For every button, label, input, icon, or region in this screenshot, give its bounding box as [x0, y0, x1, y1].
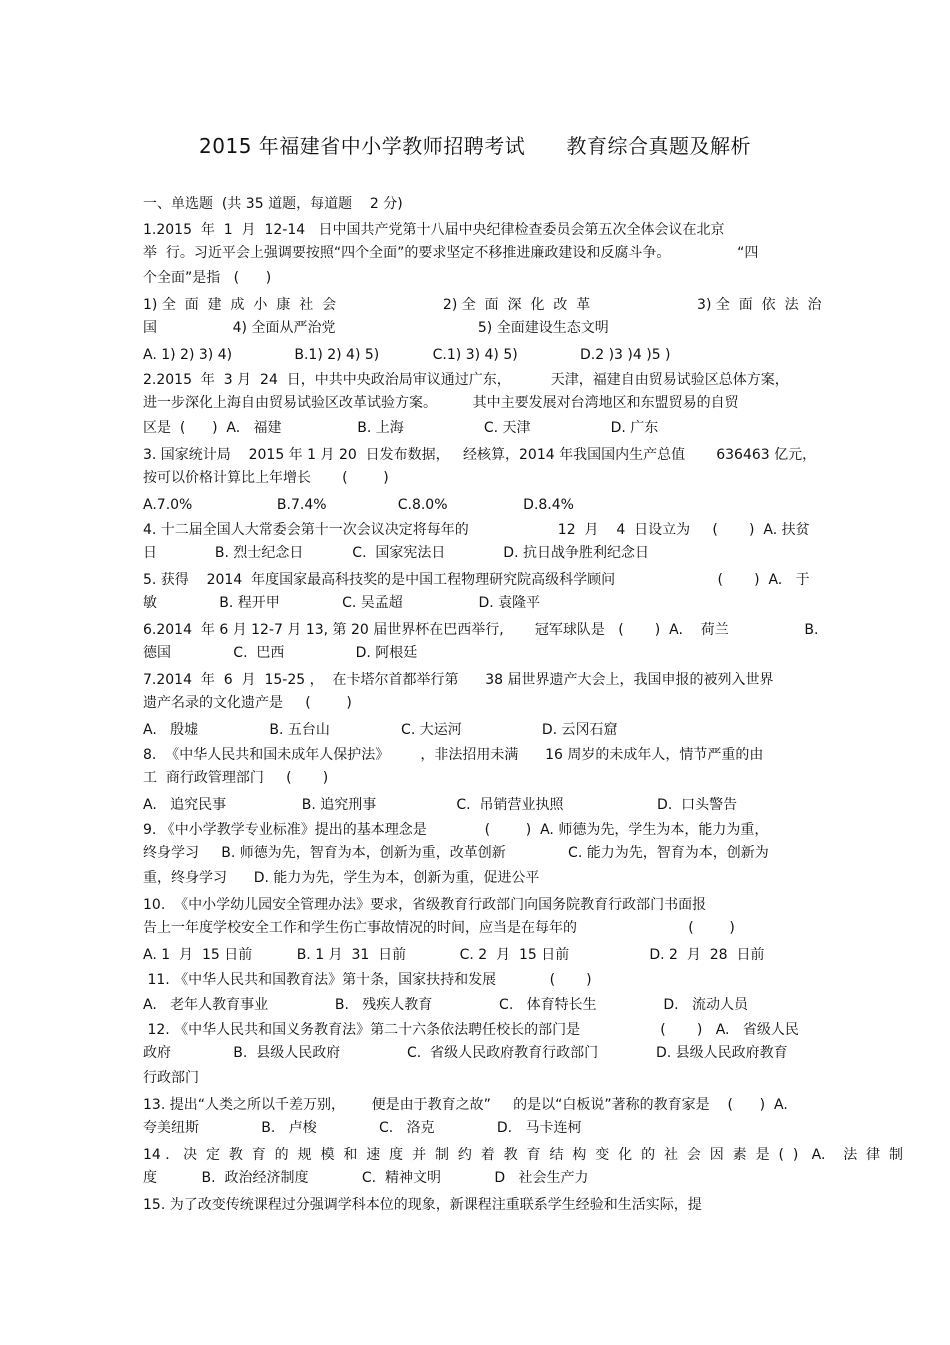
- q10-choices: A. 1 月 15 日前 B. 1 月 31 日前 C. 2 月 15 日前 D. 2 月 28 日前: [143, 947, 765, 963]
- q12-line-3: 行政部门: [143, 1070, 199, 1086]
- q3-line-1: 3. 国家统计局 2015 年 1 月 20 日发布数据， 经核算，2014 年我国国内生产总值 636463 亿元，: [143, 447, 817, 463]
- q4-line-2: 日 B. 烈士纪念日 C. 国家宪法日 D. 抗日战争胜利纪念日: [143, 545, 649, 561]
- q12-line-1: 12. 《中华人民共和国义务教育法》第二十六条依法聘任校长的部门是 ( ) A. 省级人民: [143, 1022, 799, 1038]
- q8-choices: A. 追究民事 B. 追究刑事 C. 吊销营业执照 D. 口头警告: [143, 797, 738, 813]
- q10-line-2: 告上一年度学校安全工作和学生伤亡事故情况的时间，应当是在每年的 ( ): [143, 920, 735, 936]
- page-title: 2015 年福建省中小学教师招聘考试 教育综合真题及解析: [199, 134, 751, 158]
- q13-line-2: 夸美纽斯 B. 卢梭 C. 洛克 D. 马卡连柯: [143, 1120, 582, 1136]
- q5-line-1: 5. 获得 2014 年度国家最高科技奖的是中国工程物理研究院高级科学顾问 ( ) A. 于: [143, 572, 810, 588]
- q1-line-2: 举 行。习近平会上强调要按照“四个全面”的要求坚定不移推进廉政建设和反腐斗争。 “四: [143, 245, 759, 261]
- q15-line-1: 15. 为了改变传统课程过分强调学科本位的现象，新课程注重联系学生经验和生活实际，提: [143, 1197, 702, 1213]
- q9-line-2: 终身学习 B. 师德为先，智育为本，创新为重，改革创新 C. 能力为先，智育为本，创新为: [143, 845, 769, 861]
- q4-line-1: 4. 十二届全国人大常委会第十一次会议决定将每年的 12 月 4 日设立为 ( ) A. 扶贫: [143, 522, 810, 538]
- q1-choices: A. 1) 2) 3) 4) B.1) 2) 4) 5) C.1) 3) 4) 5) D.2 )3 )4 )5 ): [143, 347, 671, 363]
- q1-line-1: 1.2015 年 1 月 12-14 日中国共产党第十八届中央纪律检查委员会第五次全体会议在北京: [143, 222, 725, 238]
- q9-line-3: 重，终身学习 D. 能力为先，学生为本，创新为重，促进公平: [143, 870, 540, 886]
- q5-line-2: 敏 B. 程开甲 C. 吴孟超 D. 袁隆平: [143, 595, 541, 611]
- section-heading: 一、单选题 (共 35 道题，每道题 2 分): [143, 196, 403, 212]
- q11-line-1: 11. 《中华人民共和国教育法》第十条，国家扶持和发展 ( ): [143, 972, 592, 988]
- q7-choices: A. 殷墟 B. 五台山 C. 大运河 D. 云冈石窟: [143, 722, 618, 738]
- q8-line-2: 工 商行政管理部门 ( ): [143, 770, 329, 786]
- q14-line-2: 度 B. 政治经济制度 C. 精神文明 D 社会生产力: [143, 1170, 589, 1186]
- q2-line-1: 2.2015 年 3 月 24 日，中共中央政治局审议通过广东， 天津，福建自由贸易试验区总体方案，: [143, 372, 789, 388]
- q1-line-3: 个全面”是指 ( ): [143, 270, 272, 286]
- q8-line-1: 8. 《中华人民共和国未成年人保护法》 ，非法招用未满 16 周岁的未成年人，情节严重的由: [143, 747, 764, 763]
- q11-choices: A. 老年人教育事业 B. 残疾人教育 C. 体育特长生 D. 流动人员: [143, 997, 748, 1013]
- q14-line-1: 14 . 决 定 教 育 的 规 模 和 速 度 并 制 约 着 教 育 结 构 变 化 的 社 会 因 素 是 ( ) A. 法 律 制: [143, 1147, 904, 1163]
- q3-choices: A.7.0% B.7.4% C.8.0% D.8.4%: [143, 497, 574, 513]
- q9-line-1: 9. 《中小学教学专业标准》提出的基本理念是 ( ) A. 师德为先，学生为本，能力为重，: [143, 822, 769, 838]
- q1-options-line-2: 国 4) 全面从严治党 5) 全面建设生态文明: [143, 320, 609, 336]
- q2-line-3: 区是 ( ) A. 福建 B. 上海 C. 天津 D. 广东: [143, 420, 659, 436]
- q7-line-1: 7.2014 年 6 月 15-25 ， 在卡塔尔首都举行第 38 届世界遗产大会上，我国申报的被列入世界: [143, 672, 774, 688]
- q12-line-2: 政府 B. 县级人民政府 C. 省级人民政府教育行政部门 D. 县级人民政府教育: [143, 1045, 788, 1061]
- q6-line-2: 德国 C. 巴西 D. 阿根廷: [143, 645, 418, 661]
- q13-line-1: 13. 提出“人类之所以千差万别， 便是由于教育之故” 的是以“白板说”著称的教育家是 ( ) A.: [143, 1097, 788, 1113]
- q7-line-2: 遗产名录的文化遗产是 ( ): [143, 695, 352, 711]
- q3-line-2: 按可以价格计算比上年增长 ( ): [143, 470, 389, 486]
- q6-line-1: 6.2014 年 6 月 12-7 月 13, 第 20 届世界杯在巴西举行, 冠军球队是 ( ) A. 荷兰 B.: [143, 622, 819, 638]
- q1-options-line-1: 1) 全 面 建 成 小 康 社 会 2) 全 面 深 化 改 革 3) 全 面 依 法 治: [143, 297, 822, 313]
- q10-line-1: 10. 《中小学幼儿园安全管理办法》要求，省级教育行政部门向国务院教育行政部门书面报: [143, 897, 707, 913]
- q2-line-2: 进一步深化上海自由贸易试验区改革试验方案。 其中主要发展对台湾地区和东盟贸易的自贸: [143, 395, 739, 411]
